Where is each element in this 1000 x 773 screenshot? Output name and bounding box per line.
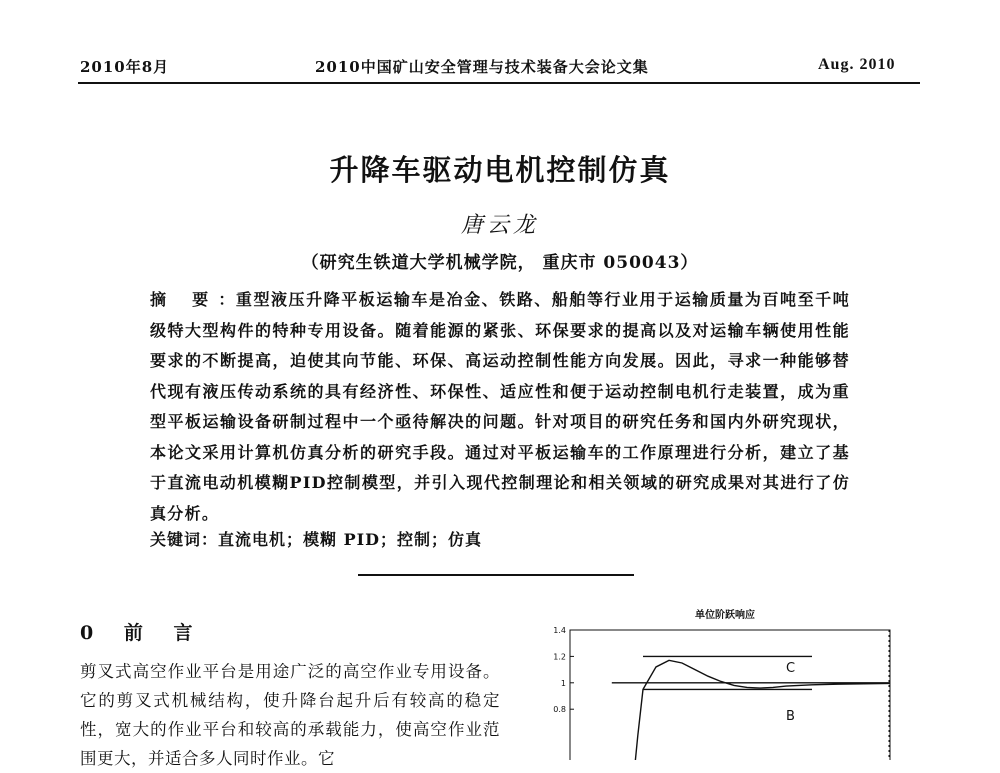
paper-title: 升降车驱动电机控制仿真 bbox=[329, 153, 671, 187]
section-heading: 0 前 言 bbox=[80, 622, 205, 644]
author: 唐云龙 bbox=[460, 213, 539, 238]
page-header bbox=[0, 0, 1000, 80]
annotations bbox=[786, 661, 795, 724]
y-tick-label: 1.2 bbox=[553, 652, 566, 662]
keywords-label: 关键词 bbox=[150, 530, 202, 549]
keywords bbox=[150, 527, 850, 550]
chart-svg bbox=[530, 606, 900, 760]
header-date-en: Aug. 2010 bbox=[818, 56, 896, 73]
step-response-chart bbox=[530, 606, 900, 760]
y-tick-label: 1 bbox=[560, 678, 566, 688]
header-journal: 2010中国矿山安全管理与技术装备大会论文集 bbox=[315, 58, 649, 76]
section-body: 剪叉式高空作业平台是用途广泛的高空作业专用设备。它的剪叉式机械结构，使升降台起升后有较高的稳定性，宽大的作业平台和较高的承载能力，使高空作业范围更大，并适合多人同时作业。它 bbox=[80, 662, 500, 768]
keywords-text: ：直流电机；模糊 PID；控制；仿真 bbox=[201, 530, 482, 549]
series-line bbox=[630, 660, 890, 760]
chart-title: 单位阶跃响应 bbox=[695, 610, 755, 621]
annotation-label: C bbox=[786, 661, 796, 677]
y-tick-label: 1.4 bbox=[553, 626, 566, 635]
y-tick-label: 0.8 bbox=[553, 705, 566, 715]
plot-frame bbox=[570, 630, 890, 760]
header-rule bbox=[78, 82, 920, 84]
section-divider bbox=[358, 574, 634, 576]
abstract bbox=[150, 285, 850, 529]
annotation-label: B bbox=[786, 708, 795, 724]
y-axis-ticks bbox=[553, 626, 574, 760]
plot-border bbox=[570, 630, 890, 760]
abstract-text: ：重型液压升降平板运输车是冶金、铁路、船舶等行业用于运输质量为百吨至千吨级特大型构件的特种专用设备。随着能源的紧张、环保要求的提高以及对运输车辆使用性能要求的不断提高，迫使其向节能、环保、高运动控制性能方向发展。因此，寻求一种能够替代现有液压传动系统的具有经济性、环保性、适应性和便于运动控制电机行走装置，成为重型平板运输设备研制过程中一个亟待解决的问题。针对项目的研究任务和国内外研究现状，本论文采用计算机仿真分析的研究手段。通过对平板运输车的工作原理进行分析，建立了基于直流电动机模糊PID控制模型，并引入现代控制理论和相关领域的研究成果对其进行了仿真分析。 bbox=[150, 290, 850, 523]
abstract-label: 摘 要 bbox=[150, 290, 219, 309]
header-date: 2010年8月 bbox=[80, 58, 170, 76]
affiliation: （研究生铁道大学机械学院， 重庆市 050043） bbox=[301, 253, 699, 273]
series-group bbox=[630, 660, 890, 760]
